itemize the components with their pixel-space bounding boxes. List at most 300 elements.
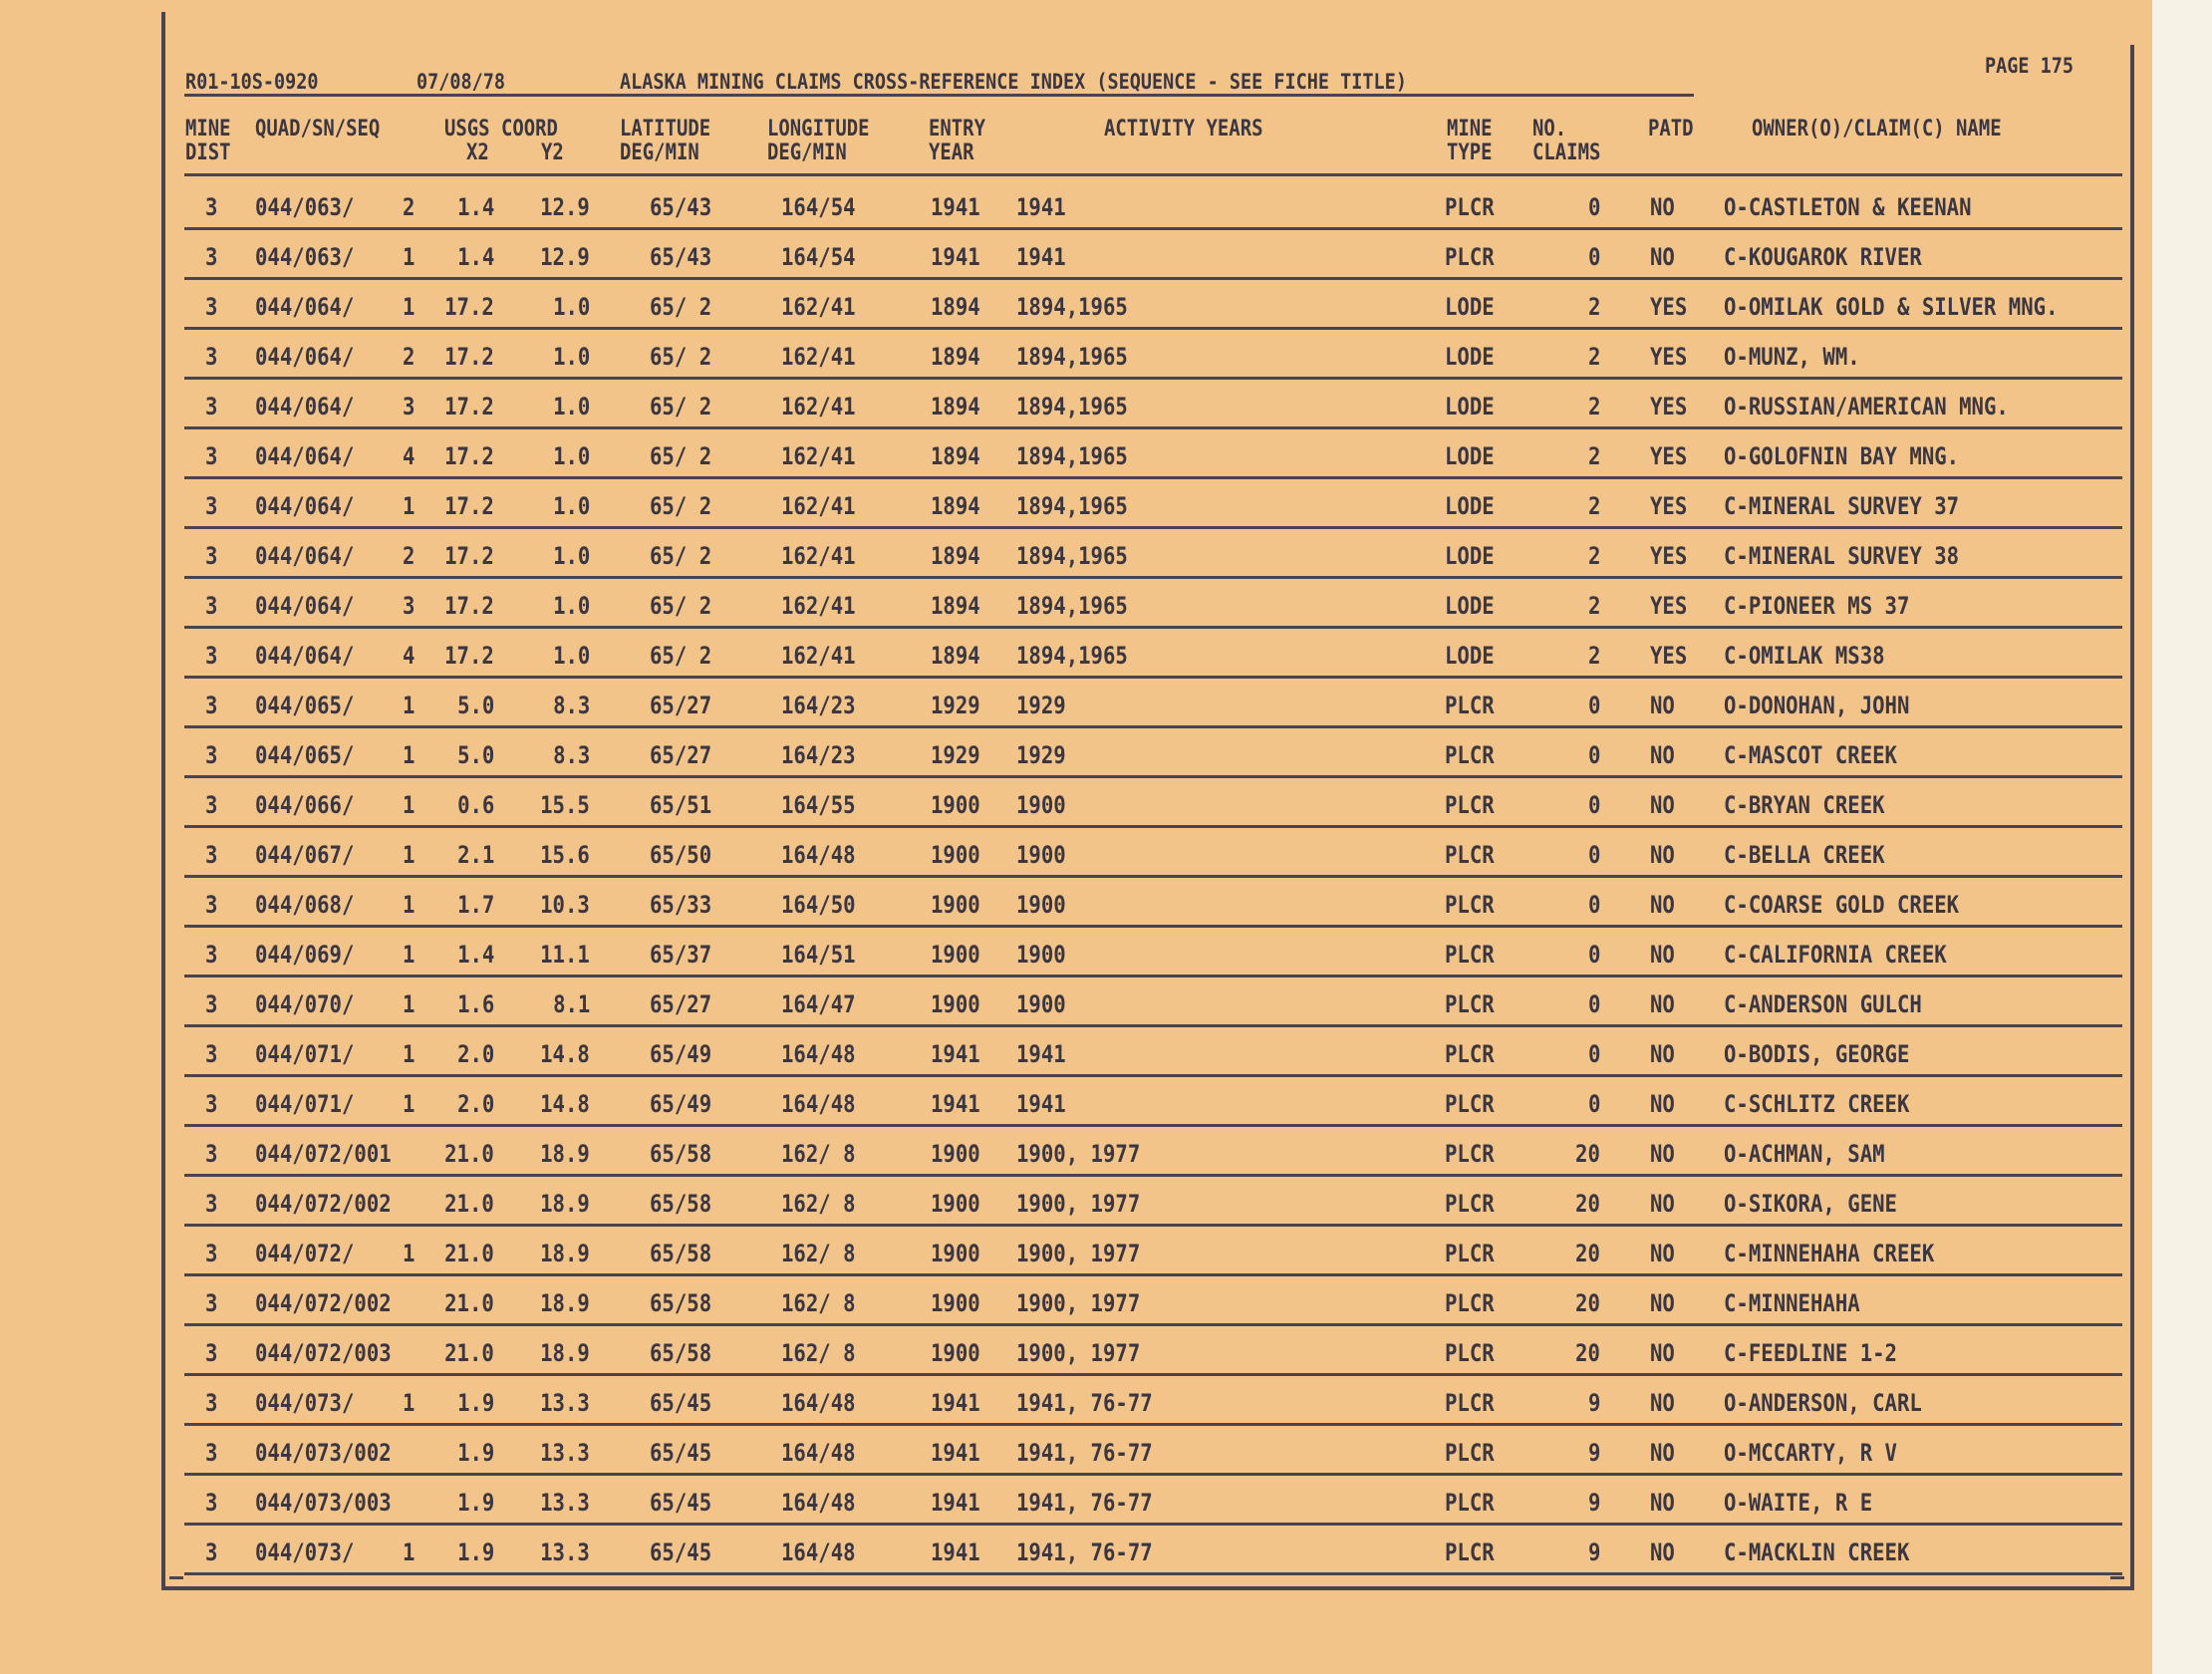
row-rule xyxy=(184,825,2122,828)
cell-longitude: 164/48 xyxy=(781,1538,856,1566)
cell-quad: 044/063/ xyxy=(255,193,355,221)
cell-latitude: 65/58 xyxy=(650,1190,712,1218)
cell-mine-dist: 3 xyxy=(205,1190,218,1218)
cell-x2: 1.9 xyxy=(456,1538,494,1566)
cell-x2: 2.0 xyxy=(456,1040,494,1068)
cell-claims: 2 xyxy=(1587,442,1600,470)
cell-x2: 1.9 xyxy=(456,1389,494,1417)
cell-owner-claim: C-BELLA CREEK xyxy=(1724,841,1885,869)
table-row xyxy=(0,182,2152,232)
table-row xyxy=(0,232,2152,282)
cell-y2: 13.3 xyxy=(540,1538,590,1566)
cell-latitude: 65/43 xyxy=(650,243,712,271)
cell-activity-years: 1900 xyxy=(1016,990,1066,1018)
table-row xyxy=(0,681,2152,730)
cell-longitude: 164/47 xyxy=(781,990,856,1018)
cell-longitude: 162/41 xyxy=(781,343,856,371)
cell-longitude: 162/41 xyxy=(781,642,856,670)
cell-claims: 2 xyxy=(1587,492,1600,520)
cell-latitude: 65/58 xyxy=(650,1289,712,1317)
cell-longitude: 164/55 xyxy=(781,791,856,819)
cell-seq: 1 xyxy=(403,1090,415,1118)
cell-mine-type: LODE xyxy=(1445,293,1495,321)
cell-activity-years: 1900, 1977 xyxy=(1016,1140,1141,1168)
cell-mine-dist: 3 xyxy=(205,891,218,919)
table-row xyxy=(0,1129,2152,1179)
cell-quad: 044/065/ xyxy=(255,741,355,769)
cell-patd: YES xyxy=(1650,542,1688,570)
cell-entry-year: 1929 xyxy=(931,741,980,769)
cell-patd: YES xyxy=(1650,492,1688,520)
row-rule xyxy=(184,1124,2122,1127)
cell-entry-year: 1900 xyxy=(931,1140,980,1168)
table-row xyxy=(0,1428,2152,1478)
cell-longitude: 162/41 xyxy=(781,393,856,420)
column-header-rule xyxy=(184,173,2122,176)
cell-quad: 044/073/ xyxy=(255,1538,355,1566)
cell-longitude: 162/41 xyxy=(781,592,856,620)
row-rule xyxy=(184,426,2122,429)
cell-patd: NO xyxy=(1650,941,1675,969)
cell-seq: 1 xyxy=(403,293,415,321)
cell-longitude: 162/41 xyxy=(781,492,856,520)
table-row xyxy=(0,531,2152,581)
cell-quad: 044/072/001 xyxy=(255,1140,392,1168)
cell-claims: 2 xyxy=(1587,293,1600,321)
cell-latitude: 65/ 2 xyxy=(650,542,712,570)
cell-entry-year: 1894 xyxy=(931,542,980,570)
cell-longitude: 164/50 xyxy=(781,891,856,919)
cell-y2: 1.0 xyxy=(552,343,590,371)
cell-x2: 5.0 xyxy=(456,692,494,719)
cell-activity-years: 1894,1965 xyxy=(1016,393,1128,420)
cell-x2: 17.2 xyxy=(444,442,494,470)
cell-y2: 11.1 xyxy=(540,941,590,969)
cell-mine-type: PLCR xyxy=(1445,1389,1495,1417)
cell-y2: 14.8 xyxy=(540,1040,590,1068)
cell-activity-years: 1900 xyxy=(1016,891,1066,919)
cell-quad: 044/072/003 xyxy=(255,1339,392,1367)
cell-mine-type: PLCR xyxy=(1445,692,1495,719)
cell-patd: NO xyxy=(1650,1339,1675,1367)
cell-x2: 1.9 xyxy=(456,1439,494,1467)
colhead-patd: PATD xyxy=(1648,117,1694,141)
cell-mine-dist: 3 xyxy=(205,1439,218,1467)
cell-quad: 044/064/ xyxy=(255,542,355,570)
cell-seq: 1 xyxy=(403,243,415,271)
table-row xyxy=(0,1079,2152,1129)
cell-quad: 044/072/ xyxy=(255,1240,355,1267)
cell-mine-type: PLCR xyxy=(1445,990,1495,1018)
cell-quad: 044/072/002 xyxy=(255,1289,392,1317)
cell-owner-claim: C-ANDERSON GULCH xyxy=(1724,990,1922,1018)
cell-owner-claim: O-MCCARTY, R V xyxy=(1724,1439,1897,1467)
row-rule xyxy=(184,576,2122,579)
cell-x2: 1.7 xyxy=(456,891,494,919)
table-row xyxy=(0,581,2152,631)
cell-mine-dist: 3 xyxy=(205,1289,218,1317)
cell-activity-years: 1941, 76-77 xyxy=(1016,1538,1153,1566)
row-rule xyxy=(184,526,2122,529)
cell-x2: 17.2 xyxy=(444,293,494,321)
cell-owner-claim: O-WAITE, R E xyxy=(1724,1489,1873,1517)
cell-patd: YES xyxy=(1650,393,1688,420)
cell-seq: 3 xyxy=(403,592,415,620)
cell-y2: 1.0 xyxy=(552,293,590,321)
cell-seq: 1 xyxy=(403,891,415,919)
cell-y2: 15.5 xyxy=(540,791,590,819)
cell-mine-dist: 3 xyxy=(205,1140,218,1168)
cell-longitude: 162/ 8 xyxy=(781,1190,856,1218)
cell-x2: 5.0 xyxy=(456,741,494,769)
cell-longitude: 164/48 xyxy=(781,1090,856,1118)
table-row xyxy=(0,1029,2152,1079)
cell-mine-type: PLCR xyxy=(1445,891,1495,919)
cell-y2: 1.0 xyxy=(552,542,590,570)
cell-mine-dist: 3 xyxy=(205,692,218,719)
cell-claims: 0 xyxy=(1587,1040,1600,1068)
cell-entry-year: 1941 xyxy=(931,243,980,271)
cell-seq: 1 xyxy=(403,1389,415,1417)
colhead-quad: QUAD/SN/SEQ xyxy=(255,117,381,141)
cell-x2: 1.6 xyxy=(456,990,494,1018)
cell-y2: 18.9 xyxy=(540,1240,590,1267)
row-rule xyxy=(184,227,2122,230)
cell-y2: 8.3 xyxy=(552,692,590,719)
cell-y2: 8.3 xyxy=(552,741,590,769)
cell-entry-year: 1900 xyxy=(931,891,980,919)
table-row xyxy=(0,830,2152,880)
table-row xyxy=(0,1328,2152,1378)
cell-owner-claim: C-MASCOT CREEK xyxy=(1724,741,1897,769)
cell-activity-years: 1900 xyxy=(1016,841,1066,869)
cell-mine-type: LODE xyxy=(1445,442,1495,470)
cell-entry-year: 1894 xyxy=(931,592,980,620)
cell-mine-dist: 3 xyxy=(205,442,218,470)
colhead-latitude: LATITUDE DEG/MIN xyxy=(620,117,711,165)
cell-latitude: 65/ 2 xyxy=(650,343,712,371)
row-rule xyxy=(184,626,2122,629)
cell-entry-year: 1941 xyxy=(931,1040,980,1068)
cell-y2: 13.3 xyxy=(540,1439,590,1467)
cell-claims: 2 xyxy=(1587,343,1600,371)
cell-quad: 044/064/ xyxy=(255,393,355,420)
cell-quad: 044/073/003 xyxy=(255,1489,392,1517)
row-rule xyxy=(184,377,2122,380)
cell-owner-claim: C-MINNEHAHA CREEK xyxy=(1724,1240,1935,1267)
cell-owner-claim: C-PIONEER MS 37 xyxy=(1724,592,1910,620)
cell-mine-type: LODE xyxy=(1445,592,1495,620)
colhead-claims: NO. CLAIMS xyxy=(1532,117,1601,165)
cell-patd: NO xyxy=(1650,1489,1675,1517)
cell-latitude: 65/50 xyxy=(650,841,712,869)
cell-entry-year: 1941 xyxy=(931,193,980,221)
cell-longitude: 162/ 8 xyxy=(781,1140,856,1168)
cell-mine-type: PLCR xyxy=(1445,791,1495,819)
cell-mine-dist: 3 xyxy=(205,492,218,520)
cell-y2: 8.1 xyxy=(552,990,590,1018)
table-row xyxy=(0,1229,2152,1278)
cell-activity-years: 1929 xyxy=(1016,741,1066,769)
cell-latitude: 65/ 2 xyxy=(650,592,712,620)
cell-claims: 9 xyxy=(1587,1489,1600,1517)
cell-mine-dist: 3 xyxy=(205,343,218,371)
colhead-usgs-coord: USGS COORD xyxy=(444,117,558,141)
cell-y2: 1.0 xyxy=(552,393,590,420)
table-row xyxy=(0,880,2152,930)
cell-claims: 0 xyxy=(1587,243,1600,271)
cell-seq: 2 xyxy=(403,542,415,570)
cell-mine-dist: 3 xyxy=(205,791,218,819)
colhead-x2: X2 xyxy=(466,140,489,165)
colhead-owner-claim: OWNER(O)/CLAIM(C) NAME xyxy=(1752,117,2002,141)
cell-latitude: 65/ 2 xyxy=(650,293,712,321)
cell-entry-year: 1900 xyxy=(931,841,980,869)
report-id: R01-10S-0920 xyxy=(185,70,319,94)
cell-y2: 13.3 xyxy=(540,1389,590,1417)
row-rule xyxy=(184,1423,2122,1426)
cell-activity-years: 1894,1965 xyxy=(1016,592,1128,620)
cell-longitude: 164/48 xyxy=(781,1040,856,1068)
cell-seq: 1 xyxy=(403,1538,415,1566)
table-row xyxy=(0,1478,2152,1528)
cell-claims: 0 xyxy=(1587,990,1600,1018)
cell-y2: 10.3 xyxy=(540,891,590,919)
cell-activity-years: 1941, 76-77 xyxy=(1016,1489,1153,1517)
cell-entry-year: 1894 xyxy=(931,442,980,470)
table-row xyxy=(0,780,2152,830)
cell-patd: NO xyxy=(1650,1289,1675,1317)
cell-quad: 044/066/ xyxy=(255,791,355,819)
cell-mine-dist: 3 xyxy=(205,293,218,321)
cell-owner-claim: C-MINERAL SURVEY 38 xyxy=(1724,542,1960,570)
table-row xyxy=(0,431,2152,481)
cell-claims: 0 xyxy=(1587,741,1600,769)
cell-mine-dist: 3 xyxy=(205,592,218,620)
cell-claims: 20 xyxy=(1575,1190,1600,1218)
cell-quad: 044/064/ xyxy=(255,442,355,470)
table-row xyxy=(0,979,2152,1029)
cell-longitude: 162/41 xyxy=(781,442,856,470)
cell-claims: 9 xyxy=(1587,1538,1600,1566)
cell-owner-claim: O-BODIS, GEORGE xyxy=(1724,1040,1910,1068)
cell-patd: NO xyxy=(1650,692,1675,719)
cell-quad: 044/069/ xyxy=(255,941,355,969)
cell-mine-dist: 3 xyxy=(205,642,218,670)
cell-seq: 2 xyxy=(403,193,415,221)
cell-longitude: 164/48 xyxy=(781,1439,856,1467)
cell-entry-year: 1900 xyxy=(931,941,980,969)
cell-patd: NO xyxy=(1650,193,1675,221)
cell-quad: 044/064/ xyxy=(255,592,355,620)
table-row xyxy=(0,1528,2152,1577)
cell-entry-year: 1941 xyxy=(931,1489,980,1517)
cell-patd: NO xyxy=(1650,1439,1675,1467)
cell-latitude: 65/58 xyxy=(650,1339,712,1367)
table-row xyxy=(0,332,2152,382)
cell-activity-years: 1900, 1977 xyxy=(1016,1190,1141,1218)
cell-y2: 12.9 xyxy=(540,243,590,271)
row-rule xyxy=(184,476,2122,479)
cell-patd: YES xyxy=(1650,642,1688,670)
cell-owner-claim: O-DONOHAN, JOHN xyxy=(1724,692,1910,719)
cell-owner-claim: C-COARSE GOLD CREEK xyxy=(1724,891,1960,919)
cell-seq: 1 xyxy=(403,692,415,719)
cell-mine-type: PLCR xyxy=(1445,1040,1495,1068)
cell-mine-dist: 3 xyxy=(205,393,218,420)
cell-owner-claim: C-MINNEHAHA xyxy=(1724,1289,1860,1317)
cell-activity-years: 1941, 76-77 xyxy=(1016,1389,1153,1417)
row-rule xyxy=(184,925,2122,928)
cell-latitude: 65/27 xyxy=(650,990,712,1018)
cell-x2: 21.0 xyxy=(444,1140,494,1168)
cell-owner-claim: C-MINERAL SURVEY 37 xyxy=(1724,492,1960,520)
cell-x2: 2.0 xyxy=(456,1090,494,1118)
cell-entry-year: 1894 xyxy=(931,492,980,520)
cell-latitude: 65/49 xyxy=(650,1090,712,1118)
cell-mine-dist: 3 xyxy=(205,941,218,969)
cell-mine-dist: 3 xyxy=(205,243,218,271)
cell-y2: 13.3 xyxy=(540,1489,590,1517)
row-rule xyxy=(184,277,2122,280)
cell-mine-type: PLCR xyxy=(1445,1489,1495,1517)
cell-activity-years: 1929 xyxy=(1016,692,1066,719)
cell-quad: 044/064/ xyxy=(255,492,355,520)
cell-latitude: 65/45 xyxy=(650,1489,712,1517)
cell-patd: NO xyxy=(1650,891,1675,919)
cell-entry-year: 1900 xyxy=(931,791,980,819)
row-rule xyxy=(184,1523,2122,1526)
cell-entry-year: 1941 xyxy=(931,1538,980,1566)
cell-quad: 044/070/ xyxy=(255,990,355,1018)
cell-entry-year: 1894 xyxy=(931,293,980,321)
cell-quad: 044/073/002 xyxy=(255,1439,392,1467)
row-rule xyxy=(184,1074,2122,1077)
cell-owner-claim: C-CALIFORNIA CREEK xyxy=(1724,941,1947,969)
cell-longitude: 164/23 xyxy=(781,741,856,769)
cell-mine-type: PLCR xyxy=(1445,741,1495,769)
row-rule xyxy=(184,1572,2122,1575)
cell-entry-year: 1900 xyxy=(931,990,980,1018)
cell-patd: NO xyxy=(1650,1040,1675,1068)
cell-patd: NO xyxy=(1650,1240,1675,1267)
cell-activity-years: 1894,1965 xyxy=(1016,442,1128,470)
cell-entry-year: 1894 xyxy=(931,343,980,371)
cell-longitude: 162/41 xyxy=(781,293,856,321)
cell-latitude: 65/ 2 xyxy=(650,393,712,420)
cell-latitude: 65/ 2 xyxy=(650,442,712,470)
cell-entry-year: 1900 xyxy=(931,1190,980,1218)
cell-patd: NO xyxy=(1650,1190,1675,1218)
cell-mine-type: PLCR xyxy=(1445,1140,1495,1168)
cell-claims: 20 xyxy=(1575,1140,1600,1168)
cell-latitude: 65/ 2 xyxy=(650,492,712,520)
cell-owner-claim: C-FEEDLINE 1-2 xyxy=(1724,1339,1897,1367)
cell-owner-claim: C-MACKLIN CREEK xyxy=(1724,1538,1910,1566)
cell-seq: 4 xyxy=(403,642,415,670)
cell-owner-claim: C-OMILAK MS38 xyxy=(1724,642,1885,670)
cell-claims: 20 xyxy=(1575,1339,1600,1367)
cell-x2: 2.1 xyxy=(456,841,494,869)
cell-y2: 1.0 xyxy=(552,442,590,470)
cell-mine-type: PLCR xyxy=(1445,243,1495,271)
cell-mine-type: PLCR xyxy=(1445,1289,1495,1317)
cell-claims: 9 xyxy=(1587,1389,1600,1417)
cell-mine-type: PLCR xyxy=(1445,941,1495,969)
cell-claims: 2 xyxy=(1587,592,1600,620)
cell-entry-year: 1929 xyxy=(931,692,980,719)
cell-y2: 18.9 xyxy=(540,1140,590,1168)
table-row xyxy=(0,1179,2152,1229)
cell-seq: 1 xyxy=(403,941,415,969)
cell-seq: 1 xyxy=(403,1040,415,1068)
cell-entry-year: 1894 xyxy=(931,642,980,670)
cell-y2: 1.0 xyxy=(552,492,590,520)
cell-x2: 1.4 xyxy=(456,243,494,271)
cell-activity-years: 1900, 1977 xyxy=(1016,1240,1141,1267)
cell-longitude: 162/ 8 xyxy=(781,1240,856,1267)
cell-activity-years: 1894,1965 xyxy=(1016,642,1128,670)
cell-seq: 1 xyxy=(403,841,415,869)
cell-claims: 0 xyxy=(1587,1090,1600,1118)
cell-seq: 1 xyxy=(403,492,415,520)
cell-mine-type: LODE xyxy=(1445,492,1495,520)
cell-patd: NO xyxy=(1650,1090,1675,1118)
banner-rule xyxy=(184,94,1694,97)
cell-mine-type: LODE xyxy=(1445,393,1495,420)
row-rule xyxy=(184,1224,2122,1227)
cell-owner-claim: O-RUSSIAN/AMERICAN MNG. xyxy=(1724,393,2009,420)
cell-quad: 044/071/ xyxy=(255,1040,355,1068)
cell-longitude: 164/54 xyxy=(781,193,856,221)
colhead-mine-dist: MINE DIST xyxy=(185,117,231,165)
cell-claims: 0 xyxy=(1587,193,1600,221)
cell-claims: 9 xyxy=(1587,1439,1600,1467)
cell-quad: 044/064/ xyxy=(255,642,355,670)
cell-y2: 15.6 xyxy=(540,841,590,869)
cell-mine-dist: 3 xyxy=(205,1040,218,1068)
cell-y2: 1.0 xyxy=(552,592,590,620)
cell-patd: NO xyxy=(1650,741,1675,769)
cell-patd: NO xyxy=(1650,841,1675,869)
cell-x2: 21.0 xyxy=(444,1289,494,1317)
cell-longitude: 162/41 xyxy=(781,542,856,570)
cell-mine-type: LODE xyxy=(1445,343,1495,371)
cell-mine-type: LODE xyxy=(1445,642,1495,670)
cell-x2: 21.0 xyxy=(444,1240,494,1267)
table-row xyxy=(0,1378,2152,1428)
cell-x2: 17.2 xyxy=(444,393,494,420)
cell-mine-type: PLCR xyxy=(1445,1439,1495,1467)
cell-mine-dist: 3 xyxy=(205,1240,218,1267)
cell-entry-year: 1894 xyxy=(931,393,980,420)
row-rule xyxy=(184,1024,2122,1027)
cell-longitude: 164/23 xyxy=(781,692,856,719)
cell-claims: 2 xyxy=(1587,393,1600,420)
cell-x2: 21.0 xyxy=(444,1339,494,1367)
cell-x2: 17.2 xyxy=(444,592,494,620)
cell-longitude: 164/48 xyxy=(781,841,856,869)
table-row xyxy=(0,930,2152,979)
cell-claims: 0 xyxy=(1587,791,1600,819)
cell-mine-type: PLCR xyxy=(1445,1240,1495,1267)
cell-y2: 1.0 xyxy=(552,642,590,670)
cell-quad: 044/064/ xyxy=(255,293,355,321)
cell-x2: 21.0 xyxy=(444,1190,494,1218)
cell-owner-claim: O-ACHMAN, SAM xyxy=(1724,1140,1885,1168)
cell-owner-claim: O-MUNZ, WM. xyxy=(1724,343,1860,371)
table-row xyxy=(0,282,2152,332)
